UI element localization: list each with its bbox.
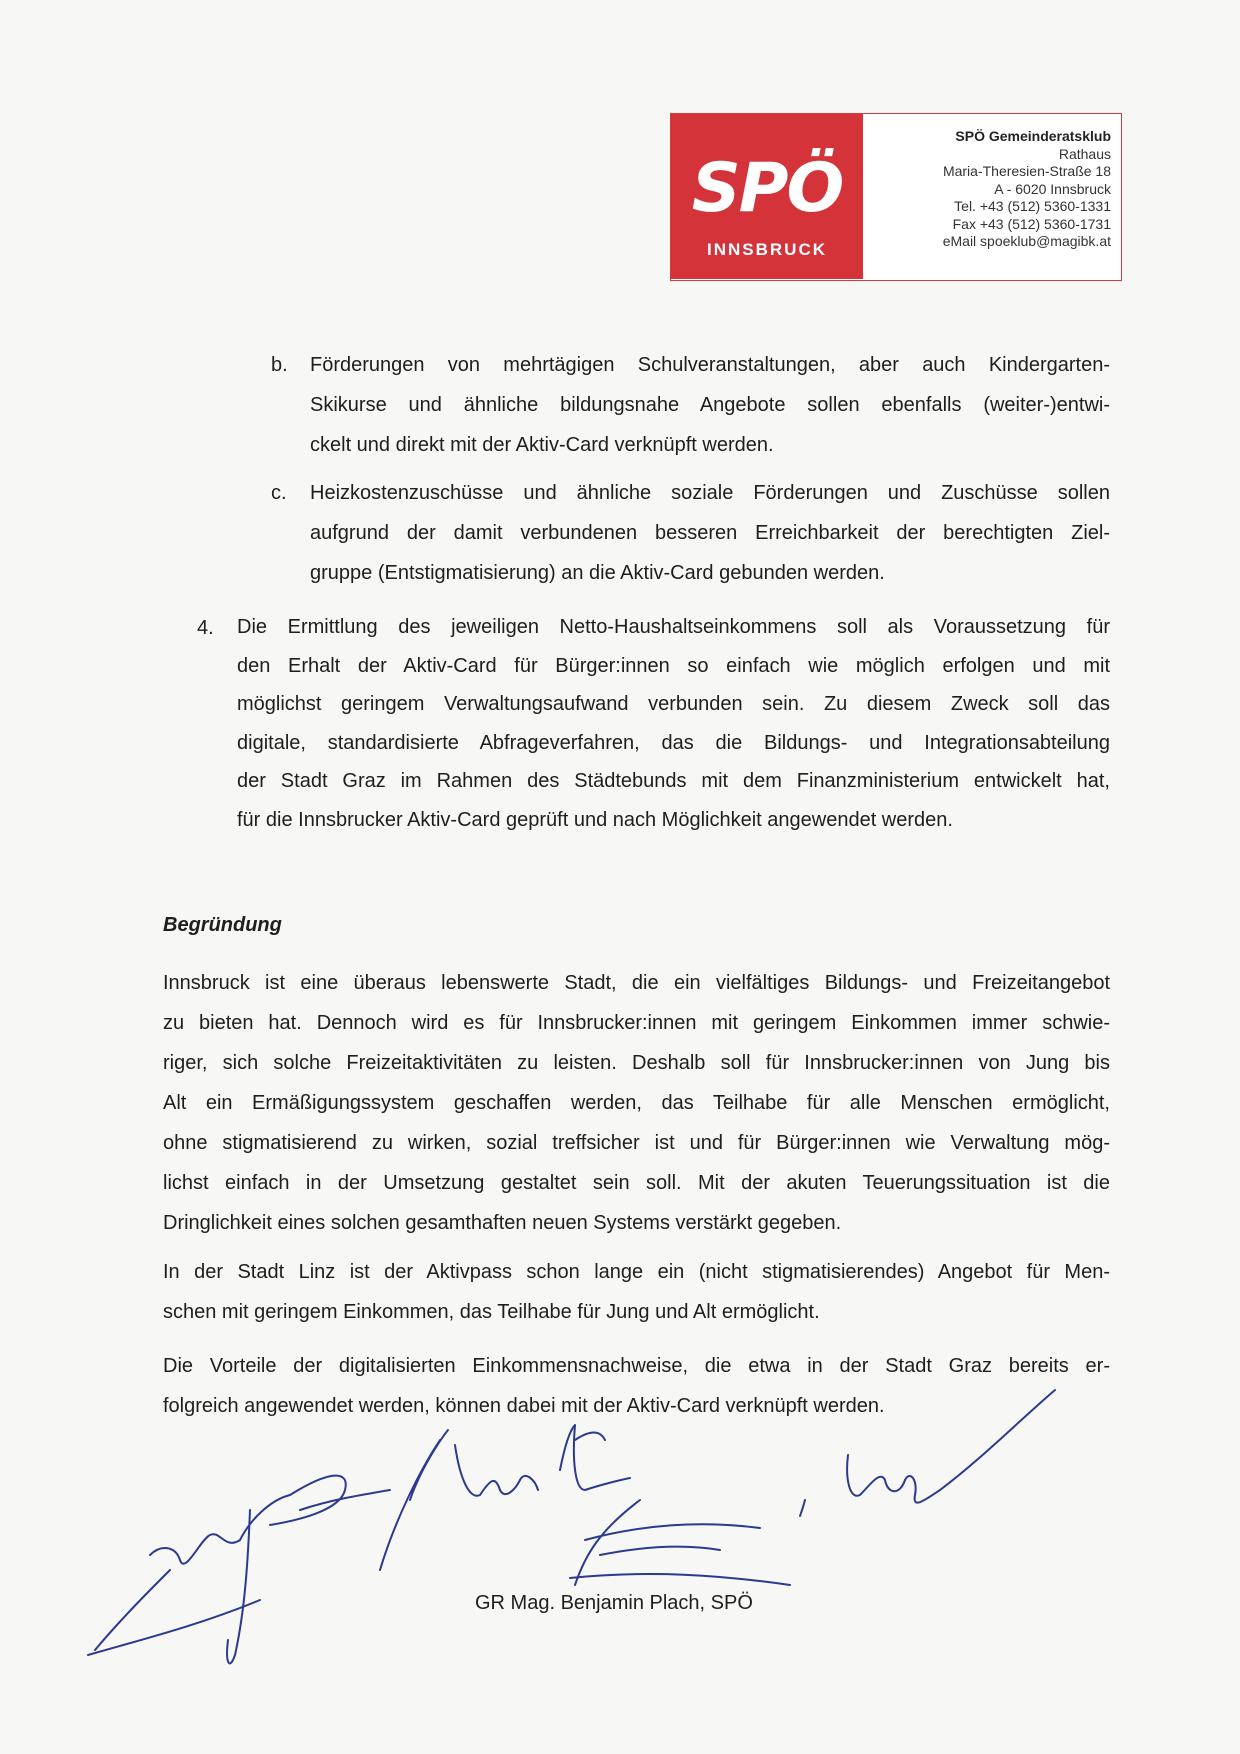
text-line: Förderungen von mehrtägigen Schulveranstaltungen, aber auch Kindergarten-: [310, 354, 1110, 376]
text-line: den Erhalt der Aktiv-Card für Bürger:innen so einfach wie möglich erfolgen und mit: [237, 654, 1110, 677]
org-name: SPÖ Gemeinderatsklub: [955, 128, 1111, 144]
text-line: für die Innsbrucker Aktiv-Card geprüft und nach Möglichkeit angewendet werden.: [237, 808, 953, 831]
item-label-c: c.: [271, 482, 287, 504]
address-line: Maria-Theresien-Straße 18: [942, 163, 1111, 179]
signature-2-flourish: [570, 1500, 790, 1585]
signer-name: GR Mag. Benjamin Plach, SPÖ: [475, 1592, 753, 1614]
signature-2: [380, 1425, 630, 1570]
text-line: ckelt und direkt mit der Aktiv-Card verknüpft werden.: [310, 434, 774, 456]
body-paragraph-1: [163, 963, 1110, 1243]
address-line: A - 6020 Innsbruck: [994, 180, 1111, 197]
letterhead: [670, 113, 1122, 281]
text-line: Die Ermittlung des jeweiligen Netto-Haushaltseinkommens soll als Voraussetzung für: [237, 616, 1110, 638]
text-line: gruppe (Entstigmatisierung) an die Aktiv-Card gebunden werden.: [310, 562, 885, 584]
text-line: folgreich angewendet werden, können dabei mit der Aktiv-Card verknüpft werden.: [163, 1395, 885, 1417]
body-paragraph-3: [163, 1346, 1110, 1426]
text-line: Skikurse und ähnliche bildungsnahe Angebote sollen ebenfalls (weiter-)entwi-: [310, 394, 1110, 416]
text-line: zu bieten hat. Dennoch wird es für Innsbrucker:innen mit geringem Einkommen immer schwie-: [163, 1012, 1110, 1034]
signature-1: [88, 1476, 390, 1664]
text-line: möglichst geringem Verwaltungsaufwand verbunden sein. Zu diesem Zweck soll das: [237, 693, 1110, 715]
address-line: Rathaus: [1058, 145, 1111, 162]
text-line: lichst einfach in der Umsetzung gestaltet sein soll. Mit der akuten Teuerungssituation ist die: [163, 1172, 1110, 1194]
logo-subtitle: INNSBRUCK: [707, 240, 827, 259]
text-line: aufgrund der damit verbundenen besseren Erreichbarkeit der berechtigten Ziel-: [310, 522, 1110, 544]
text-line: ohne stigmatisierend zu wirken, sozial treffsicher ist und für Bürger:innen wie Verwaltung mög-: [163, 1132, 1110, 1154]
logo-text: SPÖ: [691, 149, 843, 228]
item-c-text: [310, 473, 1110, 593]
text-line: Die Vorteile der digitalisierten Einkommensnachweise, die etwa in der Stadt Graz bereits er-: [163, 1355, 1110, 1377]
email-line: eMail spoeklub@magibk.at: [942, 233, 1111, 249]
text-line: Heizkostenzuschüsse und ähnliche soziale Förderungen und Zuschüsse sollen: [310, 482, 1110, 504]
text-line: der Stadt Graz im Rahmen des Städtebunds mit dem Finanzministerium entwickelt hat,: [237, 770, 1110, 792]
spoe-logo: [671, 114, 863, 279]
fax-line: Fax +43 (512) 5360-1731: [952, 215, 1111, 232]
text-line: Dringlichkeit eines solchen gesamthaften neuen Systems verstärkt gegeben.: [163, 1212, 842, 1234]
sender-address: [943, 128, 1111, 251]
body-paragraph-2: [163, 1252, 1110, 1332]
item-label-4: 4.: [197, 617, 214, 639]
text-line: Innsbruck ist eine überaus lebenswerte Stadt, die ein vielfältiges Bildungs- und Freizeitangebot: [163, 972, 1110, 994]
signature-3-mark: [800, 1500, 805, 1516]
text-line: digitale, standardisierte Abfrageverfahren, das die Bildungs- und Integrationsabteilung: [237, 731, 1110, 754]
text-line: In der Stadt Linz ist der Aktivpass schon lange ein (nicht stigmatisierendes) Angebot für Men-: [163, 1261, 1110, 1283]
item-b-text: [310, 345, 1110, 465]
item-4-text: [237, 608, 1110, 839]
text-line: schen mit geringem Einkommen, das Teilhabe für Jung und Alt ermöglicht.: [163, 1301, 820, 1323]
text-line: Alt ein Ermäßigungssystem geschaffen werden, das Teilhabe für alle Menschen ermöglicht,: [163, 1092, 1110, 1114]
phone-line: Tel. +43 (512) 5360-1331: [954, 198, 1111, 214]
section-heading: Begründung: [163, 914, 282, 936]
text-line: riger, sich solche Freizeitaktivitäten zu leisten. Deshalb soll für Innsbrucker:innen von Jung bis: [163, 1052, 1110, 1074]
item-label-b: b.: [271, 354, 288, 376]
